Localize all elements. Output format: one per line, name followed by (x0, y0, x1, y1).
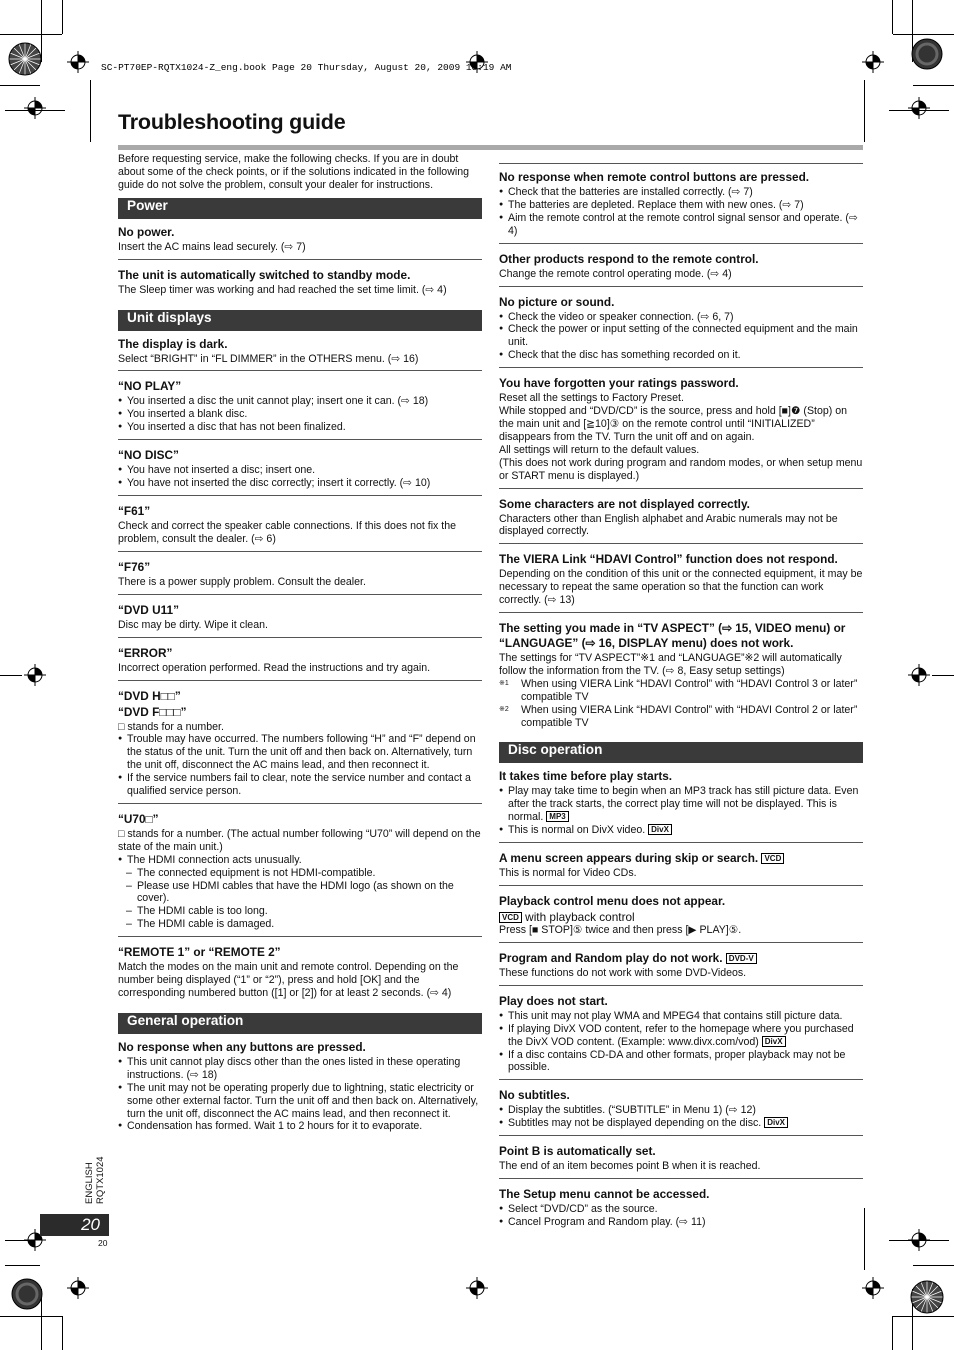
bullet: ● The HDMI connection acts unusually. (118, 854, 482, 867)
bullet: ● If a disc contains CD-DA and other formats, proper playback may not be possible. (499, 1049, 863, 1075)
item-program-random (499, 951, 863, 986)
footnote-text: When using VIERA Link “HDAVI Control” with “HDAVI Control 3 or later” compatible TV (521, 677, 858, 703)
item-text: □ stands for a number. (118, 720, 224, 733)
item-title: “REMOTE 1” or “REMOTE 2” (118, 945, 281, 960)
item-text: Incorrect operation performed. Read the instructions and try again. (118, 661, 431, 674)
item-no-response-buttons (118, 1040, 482, 1138)
bullet-text: Subtitles may not be displayed depending on the disc. (508, 1117, 762, 1130)
disc-tag: DVD-V (726, 953, 757, 964)
registration-sunburst-icon (910, 1280, 944, 1314)
item-remote-no-response (499, 163, 863, 244)
item-text: Change the remote control operating mode. (⇨ 4) (499, 267, 732, 280)
bullet: ● Check the power or input setting of the connected equipment and the main unit. (499, 323, 863, 349)
item-dvd-u11 (118, 603, 482, 638)
item-title: Playback control menu does not appear. (499, 894, 726, 908)
bullet: ● Condensation has formed. Wait 1 to 2 hours for it to evaporate. (118, 1120, 482, 1133)
item-subtitle-text: with playback control (525, 910, 635, 924)
item-title: “NO DISC” (118, 448, 179, 463)
item-title: No subtitles. (499, 1088, 570, 1103)
item-text: Select “BRIGHT” in “FL DIMMER” in the OTHERS menu. (⇨ 16) (118, 352, 419, 365)
item-text: The end of an item becomes point B when it is reached. (499, 1160, 761, 1173)
bullet-text: If playing DivX VOD content, refer to the homepage where you purchased the DivX VOD content. (Example: www.divx.com/vod) (508, 1022, 854, 1048)
item-text: Depending on the condition of this unit or the connected equipment, it may be necessary to repeat the same operation so that the function can work correctly. (⇨ 13) (499, 568, 863, 607)
item-text: While stopped and “DVD/CD” is the source, press and hold [■]❼ (Stop) on the main unit and [≧10]③ on the remote control until “INITIALIZED” disappears from the TV. Turn the unit off and on again. (499, 405, 847, 443)
registration-crosshair-icon (67, 1277, 89, 1299)
item-text: All settings will return to the default values. (499, 443, 700, 456)
footnote (499, 678, 863, 704)
bullet: ● The batteries are depleted. Replace them with new ones. (⇨ 7) (499, 199, 863, 212)
item-title-text: A menu screen appears during skip or search. (499, 851, 759, 866)
item-subtitle (499, 910, 863, 924)
bullet (499, 1023, 863, 1049)
registration-crosshair-icon (862, 51, 884, 73)
bullet: ● The unit may not be operating properly due to lightning, static electricity or some other external factor. Turn the unit off and then back on. Alternatively, turn the unit off, disconnect the AC mains lead, and then reconnect it. (118, 1082, 482, 1121)
disc-tag: DivX (648, 824, 672, 835)
bullet: ● Aim the remote control at the remote control signal sensor and operate. (⇨ 4) (499, 212, 863, 238)
bullet: ● This unit cannot play discs other than the ones listed in these operating instructions. (⇨ 18) (118, 1056, 482, 1082)
item-title: Some characters are not displayed correctly. (499, 496, 750, 511)
item-text: The Sleep timer was working and had reached the set time limit. (⇨ 4) (118, 283, 447, 296)
bullet: ● You inserted a disc that has not been finalized. (118, 421, 482, 434)
item-title (499, 851, 863, 866)
item-text: Match the modes on the main unit and remote control. Depending on the number being displayed (“1” or “2”), press and hold [OK] and the corresponding numbered button ([1] or [2]) for at least 2 seconds. (⇨ 4) (118, 961, 459, 999)
item-title: No response when any buttons are pressed. (118, 1039, 366, 1054)
item-no-subtitles (499, 1088, 863, 1136)
bullet: ● Display the subtitles. (“SUBTITLE” in Menu 1) (⇨ 12) (499, 1104, 863, 1117)
item-text: Disc may be dirty. Wipe it clean. (118, 618, 268, 631)
registration-crosshair-icon (24, 97, 46, 119)
item-text: Reset all the settings to Factory Preset. (499, 392, 684, 405)
dash-item: – The HDMI cable is damaged. (118, 918, 482, 931)
bullet: ● Check that the disc has something recorded on it. (499, 349, 863, 362)
registration-crosshair-icon (908, 664, 930, 686)
item-title: The display is dark. (118, 336, 228, 351)
section-general-operation: General operation (118, 1013, 482, 1034)
item-title (499, 951, 863, 966)
right-column (499, 163, 863, 1242)
item-characters (499, 497, 863, 545)
item-title: “F76” (118, 559, 151, 574)
item-title: “NO PLAY” (118, 379, 182, 394)
item-title: The setting you made in “TV ASPECT” (⇨ 15, VIDEO menu) or “LANGUAGE” (⇨ 16, DISPLAY menu) does not work. (499, 621, 846, 651)
section-power: Power (118, 198, 482, 219)
item-playback-control (499, 894, 863, 943)
item-point-b (499, 1144, 863, 1179)
title-rule (118, 145, 863, 150)
item-text: Characters other than English alphabet and Arabic numerals may not be displayed correctly. (499, 512, 838, 538)
bullet: ● If the service numbers fail to clear, note the service number and contact a qualified service person. (118, 772, 482, 798)
side-language-label (84, 1156, 106, 1204)
item-viera-link (499, 552, 863, 613)
item-display-dark (118, 337, 482, 372)
item-title: “F61” (118, 503, 151, 518)
model-code: RQTX1024 (95, 1156, 106, 1204)
bullet: ● You have not inserted the disc correctly; insert it correctly. (⇨ 10) (118, 477, 482, 490)
item-text: Check and correct the speaker cable connections. If this does not fix the problem, consult the dealer. (⇨ 6) (118, 519, 457, 545)
bullet: ● Cancel Program and Random play. (⇨ 11) (499, 1216, 863, 1229)
footnote-mark: ※2 (499, 705, 509, 713)
page-title: Troubleshooting guide (118, 110, 346, 134)
language-label: ENGLISH (84, 1162, 95, 1204)
section-disc-operation: Disc operation (499, 742, 863, 763)
item-play-not-start (499, 994, 863, 1081)
registration-sunburst-icon (11, 1278, 43, 1310)
bullet: ● Select “DVD/CD” as the source. (499, 1203, 863, 1216)
item-title: “U70□” (118, 811, 159, 826)
item-text: This is normal for Video CDs. (499, 867, 637, 880)
item-password (499, 376, 863, 488)
bullet: ● You inserted a blank disc. (118, 408, 482, 421)
item-dvd-h-f (118, 689, 482, 804)
item-text: These functions do not work with some DVD-Videos. (499, 966, 747, 979)
section-unit-displays: Unit displays (118, 310, 482, 331)
footnote-mark: ※1 (499, 679, 509, 687)
item-u70 (118, 812, 482, 937)
item-text: (This does not work during program and random modes, or when setup menu or START menu is displayed.) (499, 456, 863, 482)
disc-tag: DivX (762, 1036, 786, 1047)
item-takes-time (499, 769, 863, 843)
item-error (118, 646, 482, 681)
registration-sunburst-icon (911, 38, 943, 70)
item-title: “DVD F□□□” (118, 704, 187, 719)
registration-sunburst-icon (8, 42, 42, 76)
item-text: □ stands for a number. (The actual number following “U70” will depend on the state of the main unit.) (118, 827, 481, 853)
dash-item: – The HDMI cable is too long. (118, 905, 482, 918)
item-title: The VIERA Link “HDAVI Control” function does not respond. (499, 552, 838, 567)
disc-tag: MP3 (546, 811, 568, 822)
registration-crosshair-icon (862, 1277, 884, 1299)
item-setup-menu (499, 1187, 863, 1234)
item-title: You have forgotten your ratings password. (499, 376, 739, 391)
disc-tag: VCD (499, 912, 522, 923)
bullet-text: Play may take time to begin when an MP3 track has still picture data. Even after the track starts, the correct play time will not be displayed. This is normal. (508, 785, 859, 824)
item-standby (118, 268, 482, 302)
item-no-power (118, 225, 482, 260)
dash-item: – Please use HDMI cables that have the HDMI logo (as shown on the cover). (118, 880, 482, 906)
bullet: ● You inserted a disc the unit cannot play; insert one it can. (⇨ 18) (118, 395, 482, 408)
bullet: ● Check the video or speaker connection. (⇨ 6, 7) (499, 311, 863, 324)
item-text: Press [■ STOP]⑤ twice and then press [▶ PLAY]⑤. (499, 924, 742, 936)
bullet-text: This is normal on DivX video. (508, 824, 646, 837)
registration-crosshair-icon (466, 1277, 488, 1299)
item-no-disc (118, 448, 482, 496)
item-title: “DVD H□□” (118, 688, 181, 703)
registration-crosshair-icon (908, 1229, 930, 1251)
item-no-play (118, 379, 482, 440)
item-title-text: Program and Random play do not work. (499, 950, 723, 965)
item-title: “DVD U11” (118, 602, 179, 617)
item-title: The unit is automatically switched to standby mode. (118, 267, 411, 282)
item-text: The settings for “TV ASPECT”※1 and “LANGUAGE”※2 will automatically follow the information from the TV. (⇨ 8, Easy setup settings) (499, 652, 842, 677)
item-title: It takes time before play starts. (499, 769, 673, 784)
left-column (118, 153, 482, 1146)
intro-text: Before requesting service, make the following checks. If you are in doubt about some of the check points, or if the solutions indicated in the following guide do not solve the problem, consult your dealer for instructions. (118, 153, 469, 191)
item-text: There is a power supply problem. Consult the dealer. (118, 575, 366, 588)
registration-crosshair-icon (908, 97, 930, 119)
bullet (499, 824, 863, 837)
disc-tag: DivX (764, 1117, 788, 1128)
item-title: No response when remote control buttons are pressed. (499, 170, 810, 184)
item-other-products (499, 252, 863, 287)
page-number: 20 (40, 1214, 109, 1236)
item-title: “ERROR” (118, 645, 173, 660)
item-title: No power. (118, 224, 175, 239)
dash-item: – The connected equipment is not HDMI-compatible. (118, 867, 482, 880)
bullet: ● This unit may not play WMA and MPEG4 that contains still picture data. (499, 1010, 863, 1023)
footnote (499, 704, 863, 730)
bullet: ● Trouble may have occurred. The numbers following “H” and “F” depend on the status of the unit. Turn the unit off and then back on. Alternatively, turn the unit off, disconnect the AC mains lead, and then reconnect it. (118, 733, 482, 772)
item-no-picture (499, 295, 863, 369)
disc-tag: VCD (761, 853, 784, 864)
item-f61 (118, 504, 482, 552)
item-f76 (118, 560, 482, 595)
item-tv-aspect (499, 621, 863, 734)
page-number-small: 20 (98, 1238, 108, 1248)
print-header: SC-PT70EP-RQTX1024-Z_eng.book Page 20 Thursday, August 20, 2009 10:19 AM (101, 62, 512, 73)
bullet (499, 1117, 863, 1130)
item-title: Other products respond to the remote control. (499, 251, 759, 266)
footnote-text: When using VIERA Link “HDAVI Control” with “HDAVI Control 2 or later” compatible TV (521, 703, 858, 729)
item-title: No picture or sound. (499, 294, 615, 309)
item-title: Play does not start. (499, 993, 608, 1008)
item-menu-screen (499, 851, 863, 886)
registration-crosshair-icon (24, 664, 46, 686)
bullet (499, 785, 863, 824)
item-text: Insert the AC mains lead securely. (⇨ 7) (118, 240, 306, 253)
item-title: Point B is automatically set. (499, 1144, 656, 1159)
item-remote (118, 945, 482, 1005)
item-title: The Setup menu cannot be accessed. (499, 1187, 710, 1202)
bullet: ● Check that the batteries are installed correctly. (⇨ 7) (499, 186, 863, 199)
registration-crosshair-icon (67, 51, 89, 73)
bullet: ● You have not inserted a disc; insert one. (118, 464, 482, 477)
